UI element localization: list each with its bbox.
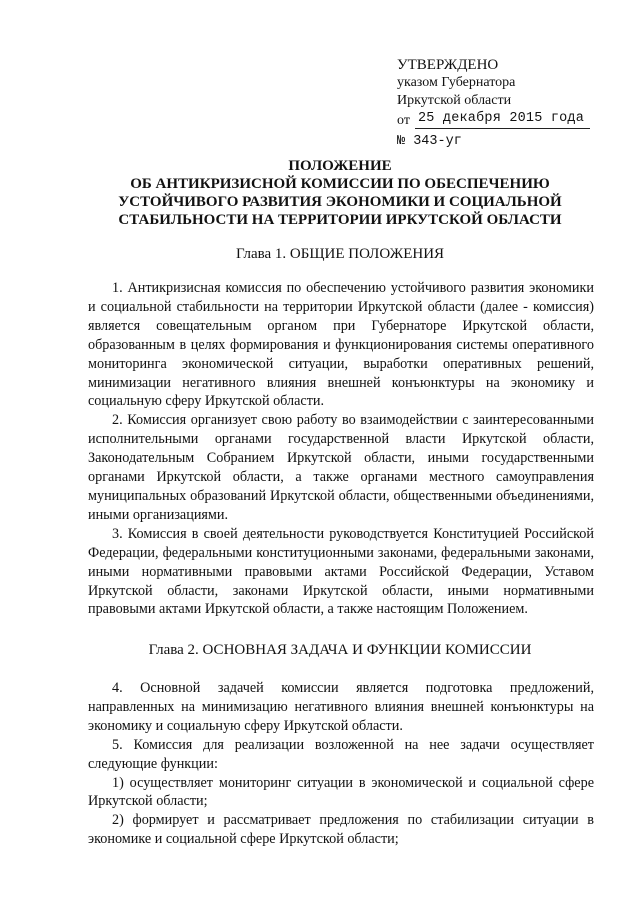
- approval-date: 25 декабря 2015 года: [415, 110, 590, 129]
- chapter-1-body: [88, 279, 594, 619]
- chapter-2-heading: Глава 2. ОСНОВНАЯ ЗАДАЧА И ФУНКЦИИ КОМИССИИ: [148, 642, 532, 658]
- paragraph: 2. Комиссия организует свою работу во взаимодействии с заинтересованными исполнительными органами государственной власти Иркутской области, Законодательным Собранием Иркутской области, иными государственными органами Иркутской области, а также органами местного самоуправления муниципальных образований Иркутской области, общественными объединениями, иными организациями.: [88, 412, 594, 523]
- approval-date-line: [397, 110, 597, 130]
- approval-date-prefix: от: [397, 113, 410, 128]
- chapter-1-heading: Глава 1. ОБЩИЕ ПОЛОЖЕНИЯ: [235, 246, 445, 262]
- document-title-line: ОБ АНТИКРИЗИСНОЙ КОМИССИИ ПО ОБЕСПЕЧЕНИЮ: [130, 176, 550, 192]
- approval-number: № 343-уг: [397, 134, 462, 149]
- document-title-line: УСТОЙЧИВОГО РАЗВИТИЯ ЭКОНОМИКИ И СОЦИАЛЬНОЙ: [118, 194, 562, 210]
- approval-title: УТВЕРЖДЕНО: [397, 57, 499, 73]
- paragraph: 1. Антикризисная комиссия по обеспечению устойчивого развития экономики и социальной стабильности на территории Иркутской области (далее - комиссия) является совещательным органом при Губернаторе Иркутской области, образованным в целях формирования и функционирования системы оперативного мониторинга экономической ситуации, выработки оперативных решений, минимизации негативного влияния внешней конъюнктуры на экономику и социальную сферу Иркутской области.: [88, 280, 594, 410]
- chapter-2-body: [88, 679, 594, 849]
- paragraph: 3. Комиссия в своей деятельности руководствуется Конституцией Российской Федерации, федеральными конституционными законами, федеральными законами, иными нормативными правовыми актами Российской Федерации, Уставом Иркутской области, законами Иркутской области, иными нормативными правовыми актами Иркутской области, а также настоящим Положением.: [88, 525, 594, 618]
- approval-issuer-line: указом Губернатора: [397, 75, 516, 90]
- paragraph: 4. Основной задачей комиссии является подготовка предложений, направленных на минимизацию негативного влияния внешней конъюнктуры на экономику и социальную сферу Иркутской области.: [88, 680, 594, 734]
- document-title-line: СТАБИЛЬНОСТИ НА ТЕРРИТОРИИ ИРКУТСКОЙ ОБЛАСТИ: [118, 212, 562, 228]
- approval-region-line: Иркутской области: [397, 93, 512, 108]
- document-title-line: ПОЛОЖЕНИЕ: [288, 158, 392, 174]
- document-title: [80, 157, 600, 229]
- approval-stamp: [397, 56, 597, 151]
- paragraph: 2) формирует и рассматривает предложения по стабилизации ситуации в экономике и социальной сфере Иркутской области;: [88, 812, 594, 848]
- paragraph: 5. Комиссия для реализации возложенной на нее задачи осуществляет следующие функции:: [88, 736, 594, 772]
- paragraph: 1) осуществляет мониторинг ситуации в экономической и социальной сфере Иркутской области;: [88, 774, 594, 810]
